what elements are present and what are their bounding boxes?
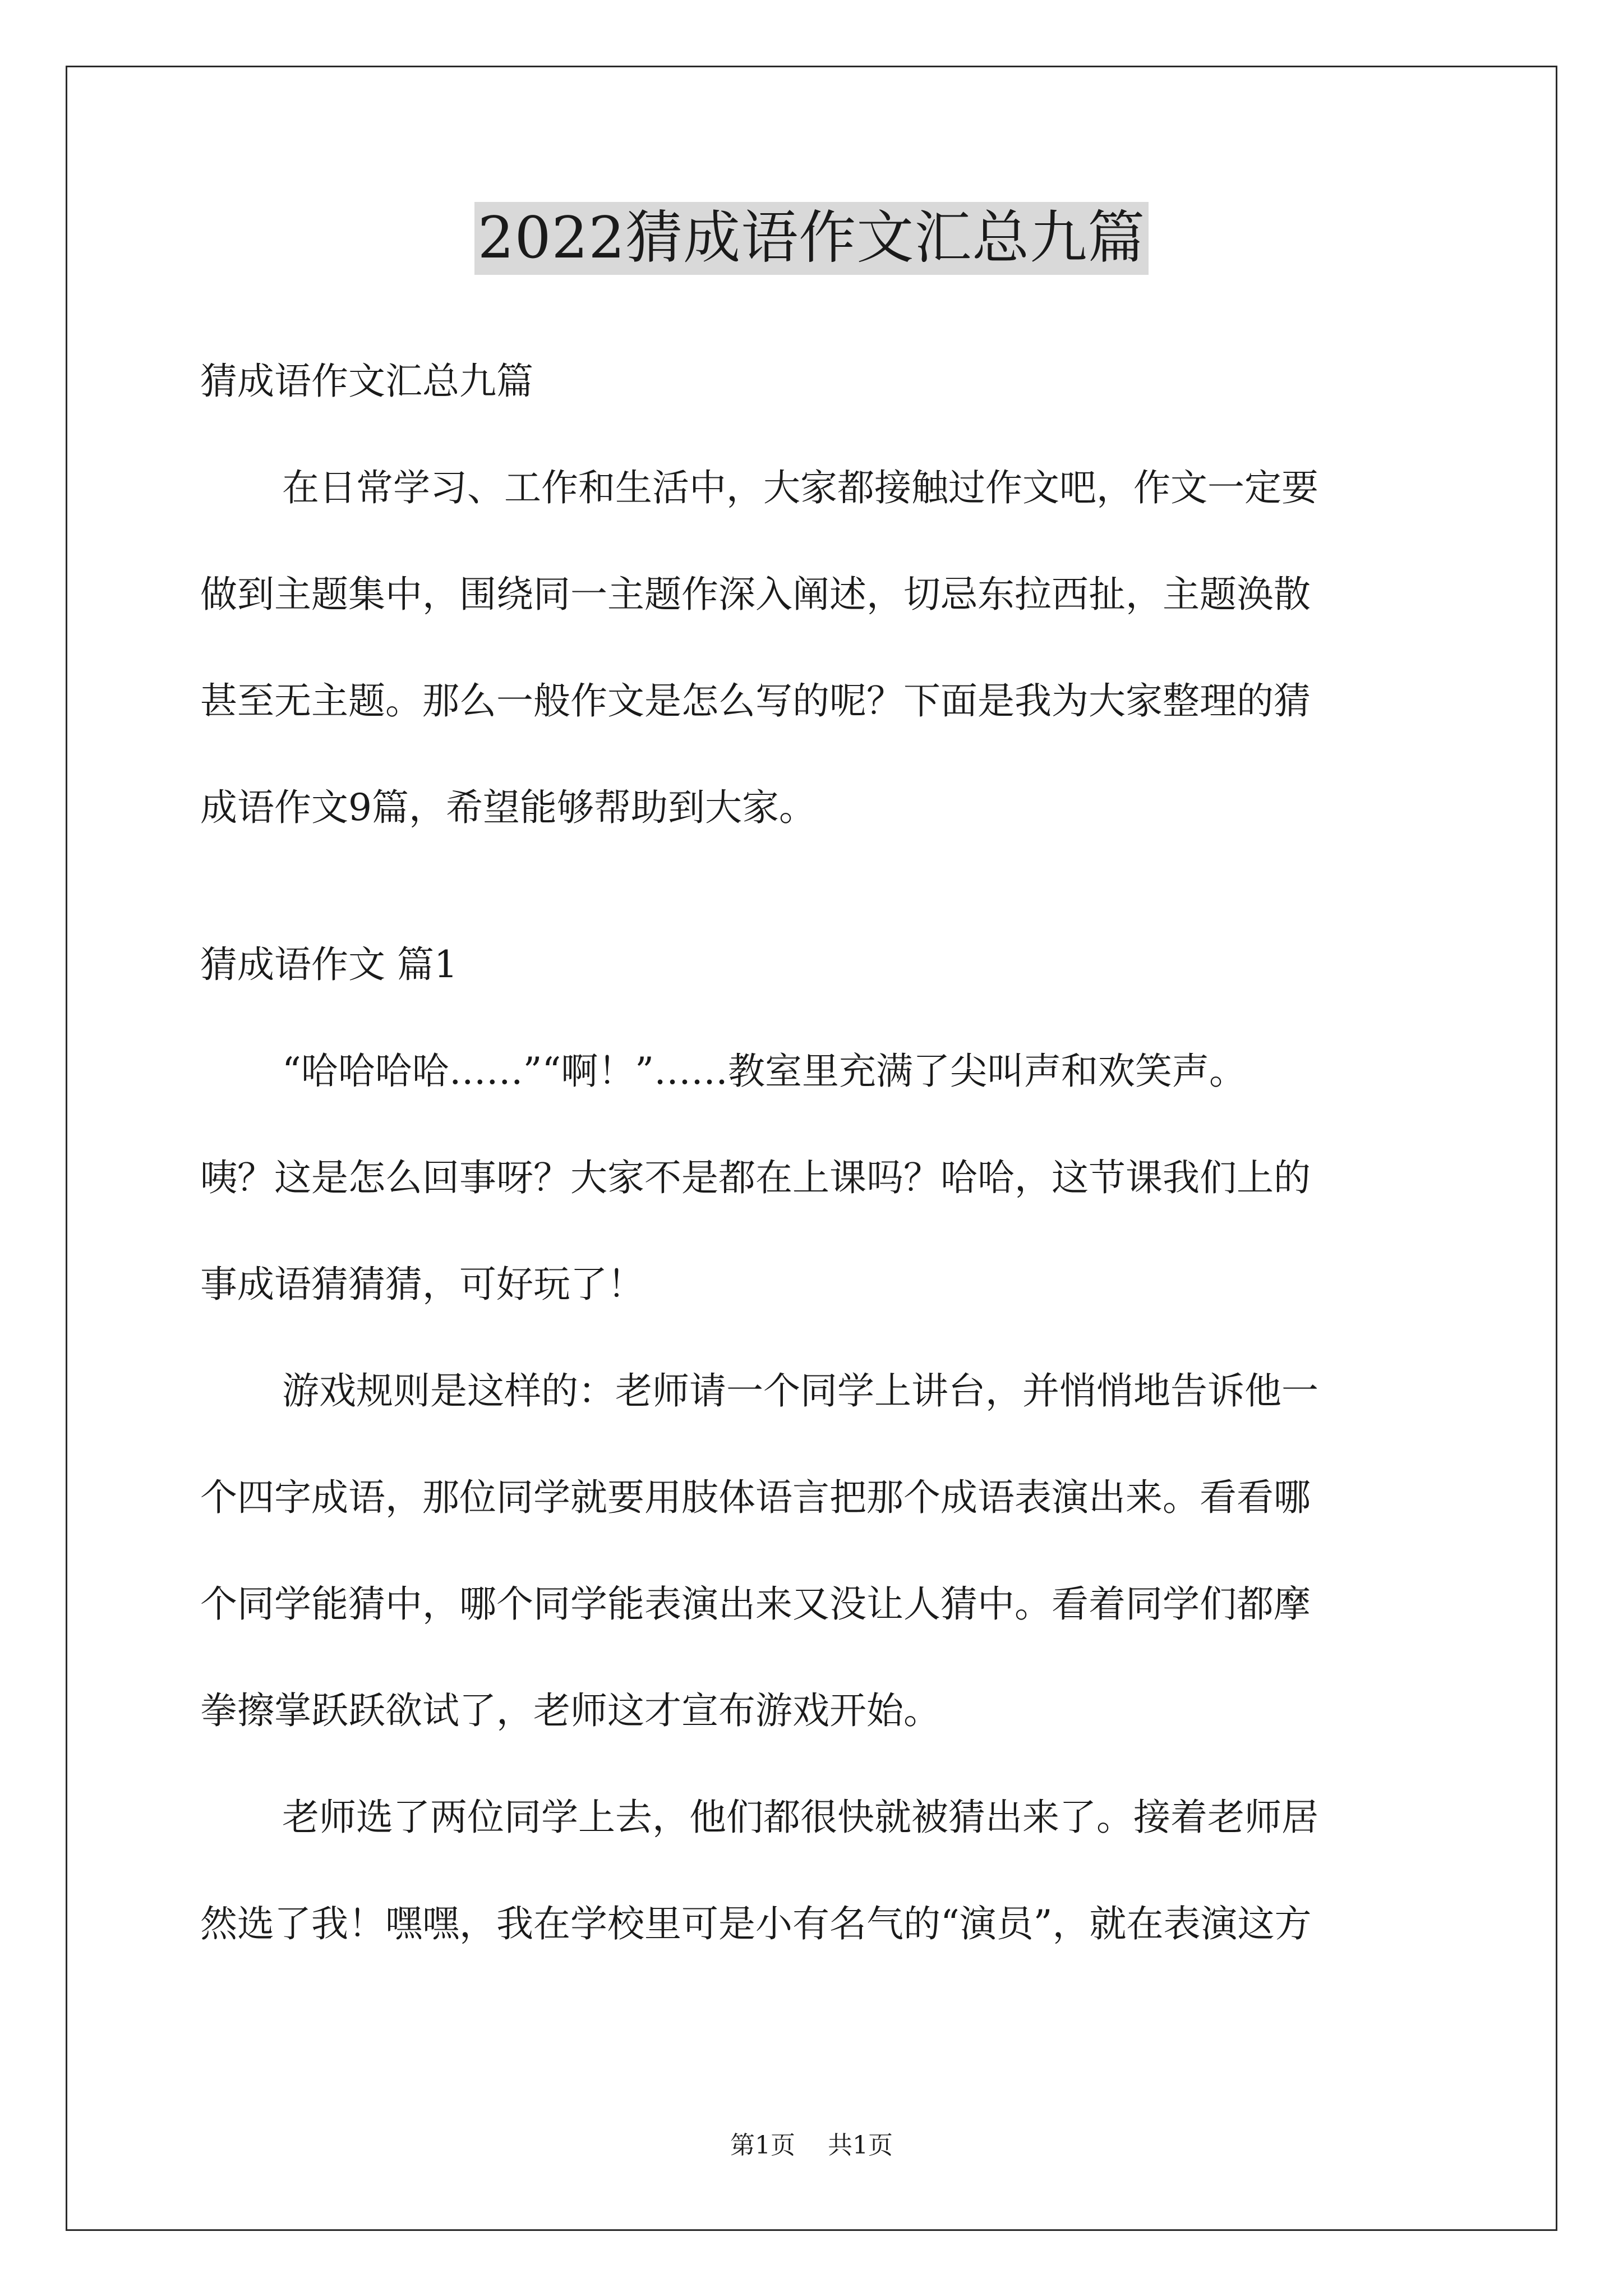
title-container [0,202,1623,275]
section-heading: 猜成语作文 篇1 [200,943,458,986]
paragraph-line: “哈哈哈哈……”“啊！”……教室里充满了尖叫声和欢笑声。 [282,1050,1246,1093]
intro-line: 甚至无主题。那么一般作文是怎么写的呢？下面是我为大家整理的猜 [200,679,1311,723]
intro-line: 在日常学习、工作和生活中，大家都接触过作文吧，作文一定要 [282,466,1318,509]
document-subtitle: 猜成语作文汇总九篇 [200,360,533,403]
paragraph-line: 然选了我！嘿嘿，我在学校里可是小有名气的“演员”，就在表演这方 [200,1902,1312,1945]
paragraph-line: 老师选了两位同学上去，他们都很快就被猜出来了。接着老师居 [282,1796,1318,1839]
document-title: 2022猜成语作文汇总九篇 [474,202,1149,275]
paragraph-line: 个同学能猜中，哪个同学能表演出来又没让人猜中。看着同学们都摩 [200,1582,1311,1626]
paragraph-line: 游戏规则是这样的：老师请一个同学上讲台，并悄悄地告诉他一 [282,1369,1318,1412]
intro-line: 做到主题集中，围绕同一主题作深入阐述，切忌东拉西扯，主题涣散 [200,573,1311,616]
paragraph-line: 事成语猜猜猜，可好玩了！ [200,1263,644,1306]
paragraph-line: 咦？这是怎么回事呀？大家不是都在上课吗？哈哈，这节课我们上的 [200,1156,1311,1199]
page-footer [0,2129,1623,2162]
paragraph-line: 个四字成语，那位同学就要用肢体语言把那个成语表演出来。看看哪 [200,1476,1311,1519]
document-body [200,353,1428,2003]
page-number: 第1页 [730,2131,795,2160]
section-gap [200,886,1428,937]
page-total: 共1页 [828,2131,893,2160]
paragraph-line: 拳擦掌跃跃欲试了，老师这才宣布游戏开始。 [200,1689,940,1732]
intro-line: 成语作文9篇，希望能够帮助到大家。 [200,786,816,829]
